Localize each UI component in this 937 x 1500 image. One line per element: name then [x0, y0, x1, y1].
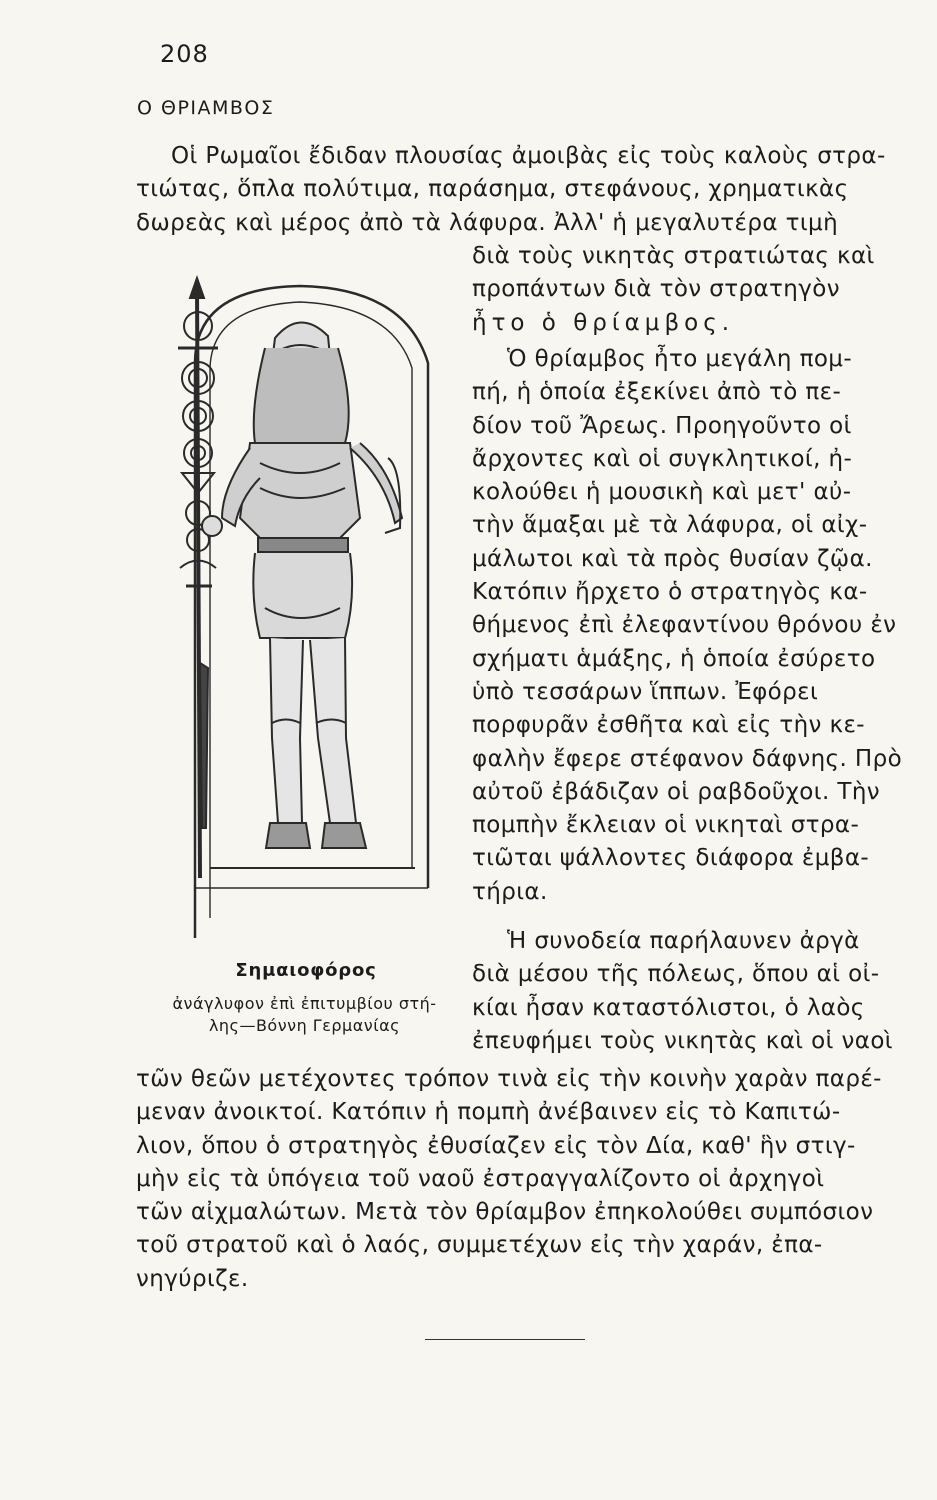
text-line: τῶν θεῶν μετέχοντες τρόπον τινὰ εἰς τὴν κοινὴν χαρὰν παρέ- [136, 1066, 882, 1092]
text-line: προπάντων διὰ τὸν στρατηγὸν [472, 276, 840, 303]
paragraph-3-full [136, 1063, 888, 1296]
end-rule [425, 1339, 585, 1340]
text-line: τοῦ στρατοῦ καὶ ὁ λαός, συμμετέχων εἰς τὴν χαράν, ἐπα- [136, 1232, 823, 1259]
text-line: πορφυρᾶν ἐσθῆτα καὶ εἰς τὴν κε- [472, 712, 866, 739]
paragraph-1-column [472, 240, 884, 340]
text-line: αὐτοῦ ἐβάδιζαν οἱ ραβδοῦχοι. Τὴν [472, 778, 881, 805]
text-line: τιώτας, ὅπλα πολύτιμα, παράσημα, στεφάνους, χρηματικὰς [136, 176, 849, 203]
text-line: νηγύριζε. [136, 1265, 249, 1292]
text-line: διὰ μέσου τῆς πόλεως, ὅπου αἱ οἰ- [472, 961, 880, 988]
text-line: τὴν ἅμαξαι μὲ τὰ λάφυρα, οἱ αἰχ- [472, 512, 868, 539]
paragraph-1-full [136, 140, 888, 240]
figure-caption [137, 993, 472, 1037]
text-line: Οἱ Ρωμαῖοι ἔδιδαν πλουσίας ἀμοιβὰς εἰς τοὺς καλοὺς στρα- [171, 143, 886, 169]
text-line: τιῶται ψάλλοντες διάφορα ἐμβα- [472, 845, 870, 872]
caption-line: ἀνάγλυφον ἐπὶ ἐπιτυμβίου στή- [172, 994, 437, 1013]
text-line: Ὁ θρίαμβος ἦτο μεγάλη πομ- [507, 346, 853, 372]
text-line: Ἡ συνοδεία παρήλαυνεν ἀργὰ [507, 928, 860, 954]
text-line: ὑπὸ τεσσάρων ἵππων. Ἐφόρει [472, 678, 819, 705]
text-line: θήμενος ἐπὶ ἐλεφαντίνου θρόνου ἐν [472, 612, 897, 639]
text-line: Κατόπιν ἤρχετο ὁ στρατηγὸς κα- [472, 579, 868, 606]
text-line: μάλωτοι καὶ τὰ πρὸς θυσίαν ζῷα. [472, 545, 873, 572]
paragraph-2 [472, 343, 903, 909]
text-line: σχήματι ἁμάξης, ἡ ὁποία ἐσύρετο [472, 645, 876, 672]
text-line: τῶν αἰχμαλώτων. Μετὰ τὸν θρίαμβον ἐπηκολούθει συμπόσιον [136, 1199, 874, 1226]
figure-caption-title: Σημαιοφόρος [235, 960, 377, 981]
text-line: δωρεὰς καὶ μέρος ἀπὸ τὰ λάφυρα. Ἀλλ' ἡ μεγαλυτέρα τιμὴ [136, 209, 839, 236]
text-line: διὰ τοὺς νικητὰς στρατιώτας καὶ [472, 243, 875, 269]
figure-standard-bearer [160, 268, 460, 940]
relief-standard-bearer-illustration [160, 268, 460, 940]
text-line: πή, ἡ ὁποία ἐξεκίνει ἀπὸ τὸ πε- [472, 379, 842, 406]
text-line: τήρια. [472, 878, 548, 905]
text-line: ἐπευφήμει τοὺς νικητὰς καὶ οἱ ναοὶ [472, 1027, 893, 1054]
text-line: ἄρχοντες καὶ οἱ συγκλητικοί, ἠ- [472, 445, 853, 472]
running-head: Ο ΘΡΙΑΜΒΟΣ [137, 97, 275, 119]
caption-line: λης—Βόννη Γερμανίας [208, 1016, 401, 1035]
page-number: 208 [160, 40, 209, 68]
text-line: πομπὴν ἔκλειαν οἱ νικηταὶ στρα- [472, 812, 860, 839]
text-line: λιον, ὅπου ὁ στρατηγὸς ἐθυσίαζεν εἰς τὸν Δία, καθ' ἣν στιγ- [136, 1132, 856, 1159]
paragraph-3-column [472, 925, 893, 1058]
text-line: κολούθει ἡ μουσικὴ καὶ μετ' αὐ- [472, 479, 852, 506]
text-line: ἦτο ὁ θρίαμβος. [472, 309, 734, 336]
text-line: μὴν εἰς τὰ ὑπόγεια τοῦ ναοῦ ἐστραγγαλίζοντο οἱ ἀρχηγοὶ [136, 1165, 825, 1192]
text-line: φαλὴν ἔφερε στέφανον δάφνης. Πρὸ [472, 745, 903, 772]
text-line: δίον τοῦ Ἄρεως. Προηγοῦντο οἱ [472, 412, 852, 439]
text-line: κίαι ἦσαν καταστόλιστοι, ὁ λαὸς [472, 994, 865, 1021]
text-line: μεναν ἀνοικτοί. Κατόπιν ἡ πομπὴ ἀνέβαινεν εἰς τὸ Καπιτώ- [136, 1099, 841, 1126]
